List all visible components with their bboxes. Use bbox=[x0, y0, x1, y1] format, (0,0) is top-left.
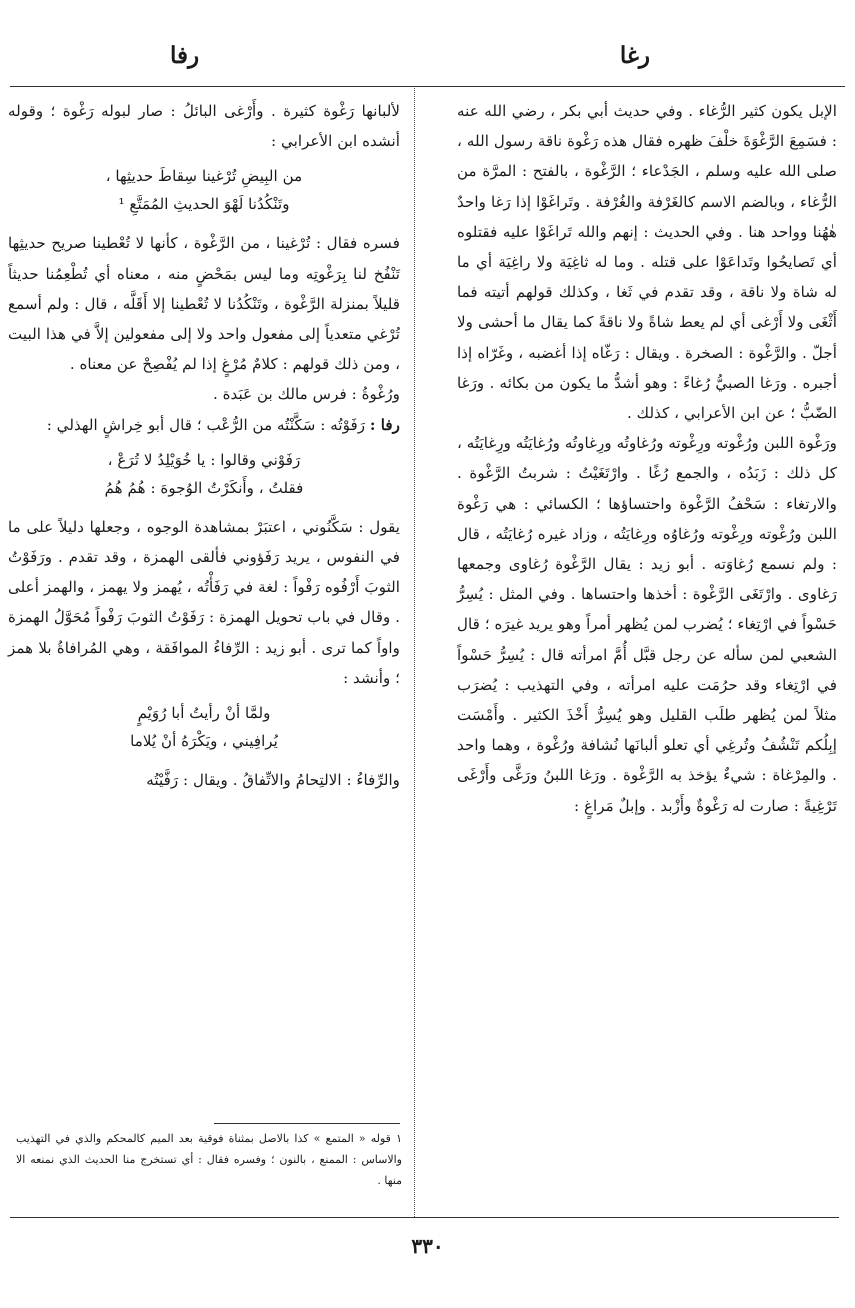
left-paragraph-2: فسره فقال : تُرْغينا ، من الرَّغْوة ، كأنها لا تُعْطينا صريح حديثِها تَنْفُخ لنا بِرَغْوتِه وما ليس بمَحْضٍ منه ، معناه أي تُطْعِمُنا حديثاً قليلاً بمنزلة الرَّغْوة ، وتَنْكُدُنا لا تُعْطينا إلا أَقَلَّه ، قال : ولم أسمع تُرْغي متعدياً إلى مفعول واحد ولا إلى مفعولين إلاَّ في هذا البيت ، ومن ذلك قولهم : كلامٌ مُرْغٍ إذا لم يُفْصِحْ عن معناه . bbox=[8, 234, 400, 374]
verse-2 bbox=[8, 446, 400, 502]
left-paragraph-5: يقول : سَكَّنُوني ، اعتبَرْ بمشاهدة الوجوه ، وجعلها دليلاً على ما في النفوس ، يريد رَفَؤوني فألقى الهمزة ، وقد تقدم . ورَفَوْتُ الثوبَ أَرْفُوه رَفْواً : لغة في رَفَأْتُه ، يُهمز ولا يهمز ، والهمز أعلى . وقال في باب تحويل الهمزة : رَفَوْتُ الثوبَ رَفْواً مُحَوَّلُ الهمزة واواً كما ترى . أبو زيد : الرِّفاءُ الموافَقة ، وهي المُرافاةُ بلا همز ؛ وأنشد : bbox=[8, 517, 400, 687]
right-paragraph-2: ورَغْوة اللبن ورُغْوته ورِغْوته ورُغاوتُه ورِغاوتُه ورُغايَتُه ورِغايَتُه ، كل ذلك : زَبَدُه ، والجمع رُغًا . وارْتَغَيْتُ : شربتُ الرَّغْوة . والارتغاء : سَحْفُ الرَّغْوة واحتساؤها ؛ الكسائي : هي رَغْوة اللبن ورُغْوته ورِغْوته ورُغاوُه ورِغايَتُه ، وزاد غيره رُغايَتُه ، قال : ولم نسمع رُغاوَته . أبو زيد : يقال الرَّغْوة رُغاوى وجمعها رَغاوى . وارْتَغَى الرَّغْوة : أخذها واحتساها . وفي المثل : يُسِرُّ حَسْواً في ارْتِغاء ؛ يُضرب لمن يُظهر أمراً وهو يريد غيرَه ؛ قال الشعبي لمن سأله عن رجل قبَّل أُمَّ امرأته قال : يُسِرُّ حَسْواً في ارْتِغاء وقد حرُمَت عليه امرأته ، وفي التهذيب : يُضرَب مثلاً لمن يُظهر طلَب القليل وهو يُسِرُّ أَخْذَ الكثير . وأَمْسَت إبِلُكم تَنْشُفُ وتُرغِي أي تعلو ألبانَها نُشافة ورُغْوة ، وهما واحد . والمِرْغاة : شيءٌ يؤخذ به الرَّغْوة . ورَغا اللبنُ ورَغَّى وأَرْغَى تَرْغِيةً : صارت له رَغْوةٌ وأَزْبد . وإبلٌ مَراغٍ : bbox=[457, 434, 837, 815]
left-paragraph-6: والرِّفاءُ : الالتِحامُ والاتِّفاقُ . ويقال : رَفَّيْتُه bbox=[146, 771, 400, 790]
entry-headword: رفا : bbox=[369, 415, 400, 434]
top-rule bbox=[10, 86, 845, 87]
entry-rafa bbox=[8, 410, 400, 440]
entry-rafa-text: رَفَوْتُه : سَكَّنْتُه من الرُّعْب ؛ قال أبو خِراشٍ الهذلي : bbox=[46, 415, 366, 434]
left-paragraph-3: ورُغْوةُ : فرس مالك بن عَبَدة . bbox=[212, 385, 400, 404]
page-number: ٣٣٠ bbox=[411, 1234, 444, 1258]
verse-2-line-1: رَفَوْني وقالوا : يا خُوَيْلِدُ لا تُرَعْ ، bbox=[107, 450, 301, 469]
verse-3-line-1: ولمَّا أنْ رأيتُ أبا رُوَيْمٍ bbox=[137, 704, 271, 723]
footnote-rule bbox=[214, 1123, 400, 1124]
right-column-headword: رغا bbox=[619, 42, 650, 69]
verse-1-line-1: من البِيضِ تُرْغينا سِقاطَ حديثِها ، bbox=[105, 167, 303, 186]
left-column-headword: رفا bbox=[170, 42, 200, 69]
verse-3-line-2: يُرافِيني ، ويَكْرَهُ أنْ يُلاما bbox=[130, 732, 278, 751]
right-paragraph-1: الإبل يكون كثير الرُّغاء . وفي حديث أبي بكر ، رضي الله عنه : فسَمِعَ الرَّغْوَةَ خلْفَ ظهره فقال هذه رَغْوة ناقة رسول الله ، صلى الله عليه وسلم ، الجَدْعاء ؛ الرَّغْوة ، بالفتح : المرَّة من الرُّغاء ، وبالضم الاسم كالغَرْفة والغُرْفة . وتَراغَوْا إذا رَغا واحدٌ هٰهُنا وواحد هنا . وفي الحديث : إنهم والله تَراغَوْا عليه فقتلوه أي تَصايحُوا وتَداعَوْا على قتله . وما له ثاغِيَة ولا راغِيَة أي ما له شاة ولا ناقة ، وقد تقدم في ثَغا ، وكذلك قولهم أتيته فما أَثْغَى ولا أَرْغى أي لم يعط شاةً ولا ناقةً كما يقال ما أحشى ولا أجلّ . والرَّغْوة : الصخرة . ويقال : رَغّاه إذا أغضبه ، وغَرّاه إذا أجبره . ورَغا الصبيُّ رُغاءً : وهو أشدُّ ما يكون من بكائه . ورَغا الضّبُّ ؛ عن ابن الأعرابي ، كذلك . bbox=[457, 102, 837, 423]
bottom-rule bbox=[10, 1217, 839, 1218]
column-divider bbox=[414, 88, 415, 1217]
verse-1 bbox=[8, 162, 400, 218]
left-paragraph-1: لألبانها رَغْوة كثيرة . وأَرْغى البائلُ : صار لبوله رَغْوة ؛ وقوله أنشده ابن الأعرابي : bbox=[8, 102, 400, 151]
verse-2-line-2: فقلتُ ، وأَنكَرْتُ الوُجوهَ : هُمُ هُمُ bbox=[104, 478, 304, 497]
verse-3 bbox=[8, 699, 400, 755]
left-column bbox=[8, 96, 400, 1146]
right-column bbox=[457, 96, 837, 821]
verse-1-line-2: وتَنْكُدُنا لَهْوَ الحديثِ المُمَتَّعِ ¹ bbox=[118, 195, 290, 214]
footnote: ١ قوله « المتمع » كذا بالاصل بمثناة فوقية بعد الميم كالمحكم والذي في التهذيب والاساس : الممنع ، بالنون ؛ وفسره فقال : أي تستخرج منا الحديث الذي نمنعه الا منها . bbox=[16, 1132, 402, 1187]
